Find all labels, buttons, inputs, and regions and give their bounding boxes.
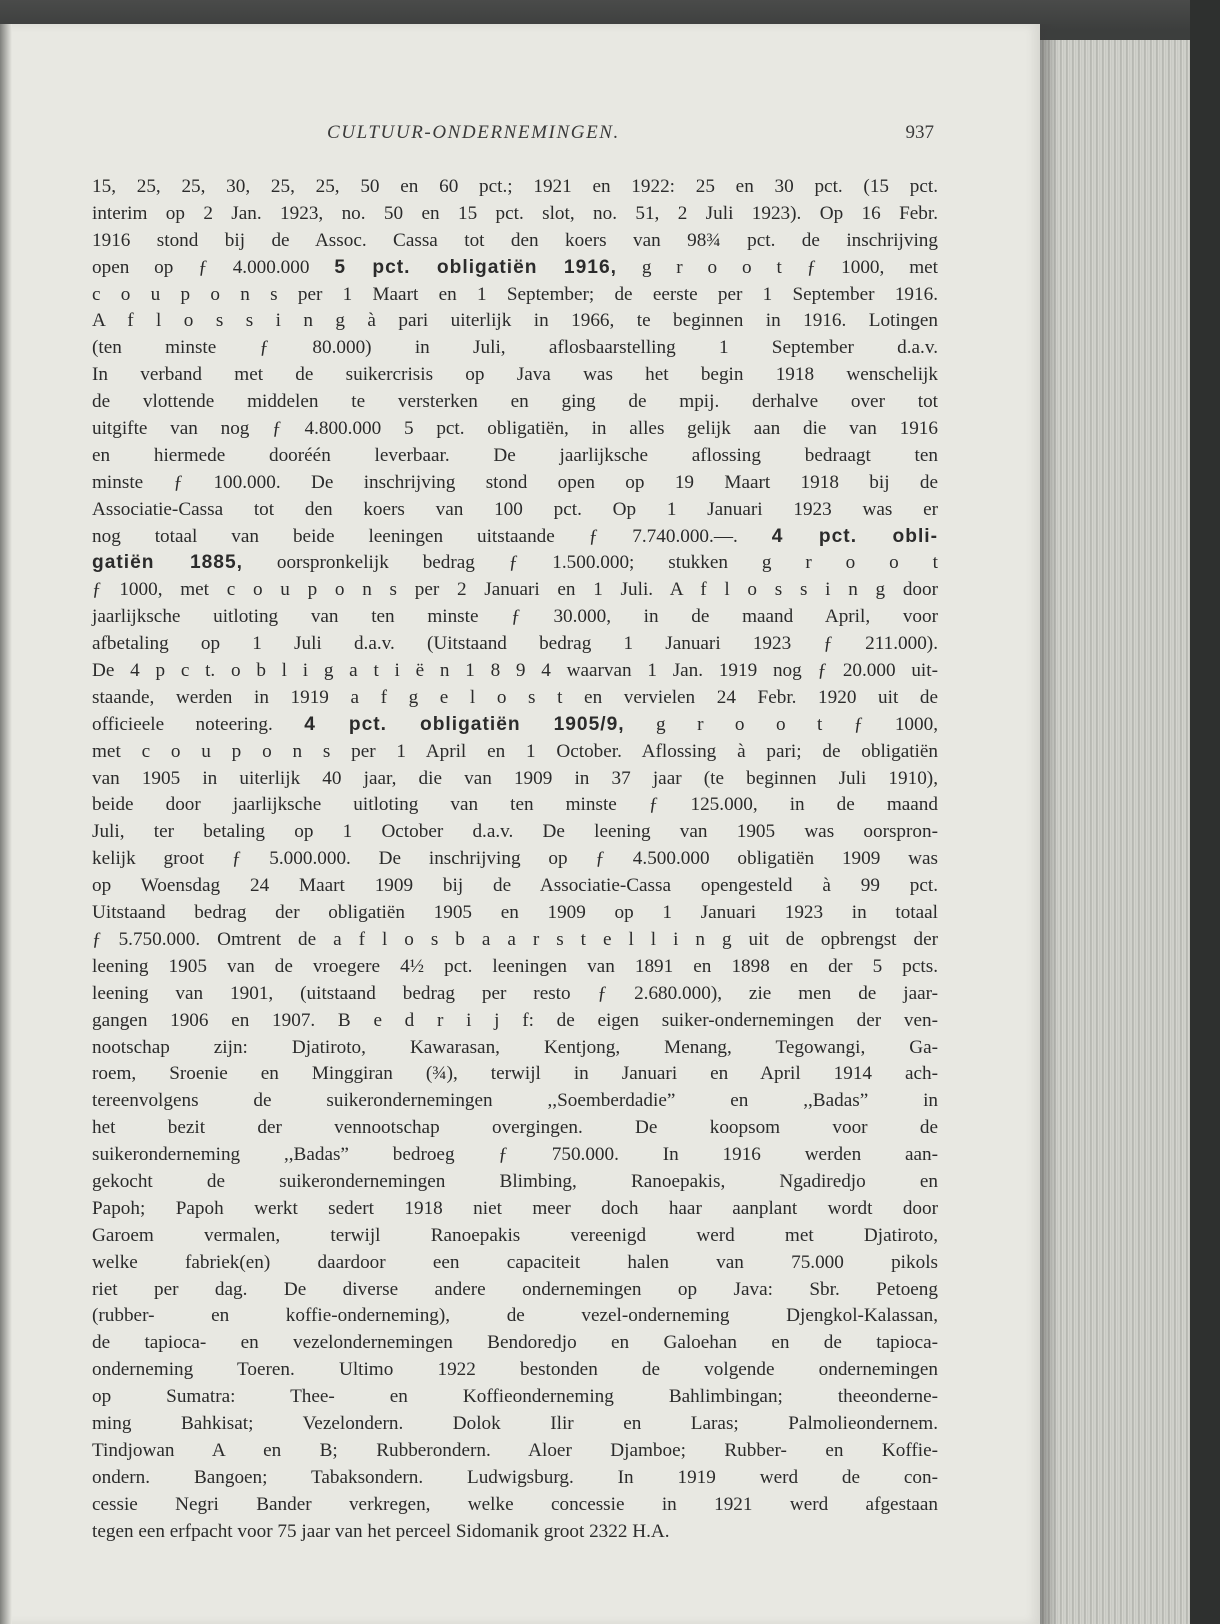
text-line	[92, 524, 938, 551]
text-line: suikeronderneming ,,Badas” bedroeg ƒ 750.000. In 1916 werden aan-	[92, 1144, 938, 1166]
text-line: beide door jaarlijksche uitloting van ten minste ƒ 125.000, in de maand	[92, 794, 938, 816]
text-line: ondern. Bangoen; Tabaksondern. Ludwigsburg. In 1919 werd de con-	[92, 1466, 938, 1488]
text-line: leening van 1901, (uitstaand bedrag per resto ƒ 2.680.000), zie men de jaar-	[92, 982, 938, 1004]
text-line: 15, 25, 25, 30, 25, 25, 50 en 60 pct.; 1921 en 1922: 25 en 30 pct. (15 pct.	[92, 176, 938, 197]
page-stack-edge	[1040, 40, 1190, 1624]
gutter-shadow	[1040, 24, 1058, 1624]
section-heading: 5 pct. obligatiën 1916,	[334, 256, 617, 278]
text-line	[92, 712, 938, 739]
text-line: A f l o s s i n g à pari uiterlijk in 1966, te beginnen in 1916. Lotingen	[92, 310, 938, 332]
text-line	[92, 550, 938, 577]
text-line: op Woensdag 24 Maart 1909 bij de Associatie-Cassa opengesteld à 99 pct.	[92, 875, 938, 897]
text-line: op Sumatra: Thee- en Koffieonderneming Bahlimbingan; theeonderne-	[92, 1386, 938, 1408]
text-line: Juli, ter betaling op 1 October d.a.v. De leening van 1905 was oorspron-	[92, 821, 938, 843]
text-line: gangen 1906 en 1907. B e d r i j f: de eigen suiker-ondernemingen der ven-	[92, 1009, 938, 1031]
text-line: jaarlijksche uitloting van ten minste ƒ 30.000, in de maand April, voor	[92, 606, 938, 628]
text-line: staande, werden in 1919 a f g e l o s t en vervielen 24 Febr. 1920 uit de	[92, 686, 938, 708]
text-line: roem, Sroenie en Minggiran (¾), terwijl in Januari en April 1914 ach-	[92, 1063, 938, 1085]
text-line: onderneming Toeren. Ultimo 1922 bestonden de volgende ondernemingen	[92, 1359, 938, 1381]
text-line: ƒ 5.750.000. Omtrent de a f l o s b a a r s t e l l i n g uit de opbrengst der	[92, 928, 938, 950]
text-line: tegen een erfpacht voor 75 jaar van het perceel Sidomanik groot 2322 H.A.	[92, 1520, 670, 1542]
page-number: 937	[905, 122, 934, 143]
text-segment: 4.000.000	[207, 256, 335, 278]
text-line: ming Bahkisat; Vezelondern. Dolok Ilir en Laras; Palmolieondernem.	[92, 1412, 938, 1434]
text-line: het bezit der vennootschap overgingen. De koopsom voor de	[92, 1117, 938, 1139]
text-line: welke fabriek(en) daardoor een capaciteit halen van 75.000 pikols	[92, 1251, 938, 1273]
text-line: met c o u p o n s per 1 April en 1 October. Aflossing à pari; de obligatiën	[92, 740, 938, 762]
text-line: Papoh; Papoh werkt sedert 1918 niet meer doch haar aanplant wordt door	[92, 1197, 938, 1219]
text-line	[92, 255, 938, 282]
text-line: 1916 stond bij de Assoc. Cassa tot den koers van 98¾ pct. de inschrijving	[92, 229, 938, 251]
text-line: De 4 p c t. o b l i g a t i ë n 1 8 9 4 waarvan 1 Jan. 1919 nog ƒ 20.000 uit-	[92, 660, 938, 682]
page-left-edge	[0, 24, 12, 1624]
text-line: Tindjowan A en B; Rubberondern. Aloer Djamboe; Rubber- en Koffie-	[92, 1439, 938, 1461]
text-line: (rubber- en koffie-onderneming), de vezel-onderneming Djengkol-Kalassan,	[92, 1305, 938, 1327]
text-segment: open op	[92, 256, 199, 278]
text-line: uitgifte van nog ƒ 4.800.000 5 pct. obligatiën, in alles gelijk aan die van 1916	[92, 418, 938, 440]
text-line: de tapioca- en vezelondernemingen Bendoredjo en Galoehan en de tapioca-	[92, 1332, 938, 1354]
text-line: (ten minste ƒ 80.000) in Juli, aflosbaarstelling 1 September d.a.v.	[92, 337, 938, 359]
text-line: nootschap zijn: Djatiroto, Kawarasan, Kentjong, Menang, Tegowangi, Ga-	[92, 1036, 938, 1058]
text-line: minste ƒ 100.000. De inschrijving stond open op 19 Maart 1918 bij de	[92, 471, 938, 493]
text-line: afbetaling op 1 Juli d.a.v. (Uitstaand bedrag 1 Januari 1923 ƒ 211.000).	[92, 633, 938, 655]
text-line: de vlottende middelen te versterken en ging de mpij. derhalve over tot	[92, 391, 938, 413]
text-line: Uitstaand bedrag der obligatiën 1905 en 1909 op 1 Januari 1923 in totaal	[92, 902, 938, 924]
text-segment: officieele noteering.	[92, 713, 305, 735]
text-line: kelijk groot ƒ 5.000.000. De inschrijving op ƒ 4.500.000 obligatiën 1909 was	[92, 848, 938, 870]
text-line: c o u p o n s per 1 Maart en 1 September; de eerste per 1 September 1916.	[92, 283, 938, 305]
text-line: interim op 2 Jan. 1923, no. 50 en 15 pct. slot, no. 51, 2 Juli 1923). Op 16 Febr.	[92, 202, 938, 224]
text-line: cessie Negri Bander verkregen, welke concessie in 1921 werd afgestaan	[92, 1493, 938, 1515]
text-line: en hiermede dooréén leverbaar. De jaarlijksche aflossing bedraagt ten	[92, 444, 938, 466]
text-segment: g r o o t	[616, 256, 807, 278]
text-segment: 1000, met	[816, 256, 938, 278]
page-title: CULTUUR-ONDERNEMINGEN.	[327, 122, 620, 143]
book-cover-edge	[1190, 0, 1220, 1624]
section-heading: 4 pct. obligatiën 1905/9,	[304, 713, 625, 735]
text-line: Garoem vermalen, terwijl Ranoepakis vereenigd werd met Djatiroto,	[92, 1224, 938, 1246]
section-heading: gatiën 1885,	[92, 552, 243, 574]
text-segment: oorspronkelijk bedrag ƒ 1.500.000; stukken g r o o t	[242, 552, 938, 574]
text-line: leening 1905 van de vroegere 4½ pct. leeningen van 1891 en 1898 en der 5 pcts.	[92, 955, 938, 977]
text-line: Associatie-Cassa tot den koers van 100 pct. Op 1 Januari 1923 was er	[92, 498, 938, 520]
text-segment: nog totaal van beide leeningen uitstaande ƒ 7.740.000.—.	[92, 525, 772, 547]
text-line: gekocht de suikerondernemingen Blimbing, Ranoepakis, Ngadiredjo en	[92, 1170, 938, 1192]
text-line: In verband met de suikercrisis op Java was het begin 1918 wenschelijk	[92, 364, 938, 386]
section-heading: 4 pct. obli-	[771, 525, 939, 547]
text-segment: ƒ	[806, 256, 817, 278]
text-segment: g r o o t ƒ 1000,	[624, 713, 938, 735]
text-line: ƒ 1000, met c o u p o n s per 2 Januari en 1 Juli. A f l o s s i n g door	[92, 579, 938, 601]
text-line: tereenvolgens de suikerondernemingen ,,Soemberdadie” en ,,Badas” in	[92, 1090, 938, 1112]
body-text	[92, 174, 938, 1545]
text-line: riet per dag. De diverse andere ondernemingen op Java: Sbr. Petoeng	[92, 1278, 938, 1300]
text-line: van 1905 in uiterlijk 40 jaar, die van 1909 in 37 jaar (te beginnen Juli 1910),	[92, 767, 938, 789]
text-segment: ƒ	[198, 256, 208, 278]
